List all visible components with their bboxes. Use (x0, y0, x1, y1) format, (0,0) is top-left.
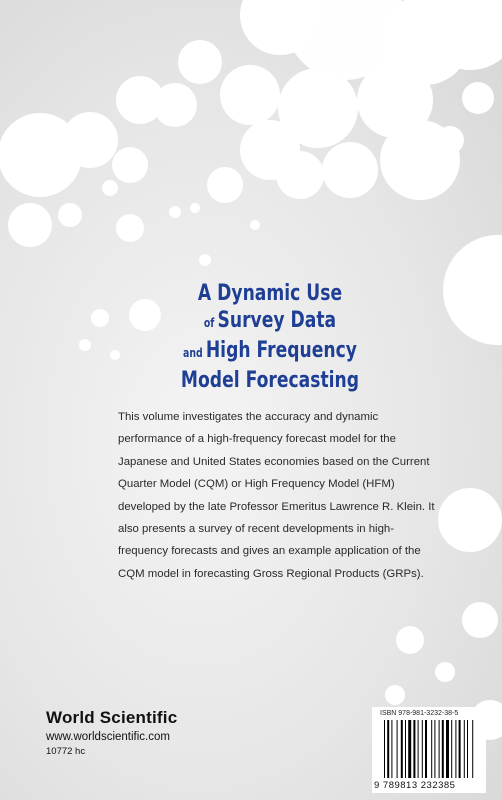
title-line-2 (169, 307, 372, 337)
title-line-2-prefix: of (203, 316, 215, 330)
barcode-icon (384, 720, 476, 778)
title-line-3-main: High Frequency (205, 338, 357, 363)
publisher-url: www.worldscientific.com (46, 731, 170, 743)
isbn-barcode (372, 707, 486, 793)
publisher-name: World Scientific (46, 708, 178, 727)
isbn-text: ISBN 978-981-3232-38-5 (380, 710, 459, 717)
title-line-3 (169, 337, 372, 367)
title-line-4: Model Forecasting (180, 368, 360, 393)
title-line-3-prefix: and (183, 346, 203, 360)
title-line-2-main: Survey Data (217, 308, 337, 333)
title-line-1: A Dynamic Use (197, 281, 343, 306)
book-title (169, 280, 372, 394)
publisher-block (46, 708, 177, 757)
book-description: This volume investigates the accuracy and dynamic performance of a high-frequency forecast model for the Japanese and United States economies based on the Current Quarter Model (CQM) or High Frequency Model (HFM) developed by the late Professor Emeritus Lawrence R. Klein. It also presents a survey of recent developments in high-frequency forecasts and gives an example application of the CQM model in forecasting Gross Regional Products (GRPs). (118, 411, 435, 580)
publisher-code: 10772 hc (46, 746, 86, 757)
barcode-number: 9 789813 232385 (374, 780, 456, 791)
